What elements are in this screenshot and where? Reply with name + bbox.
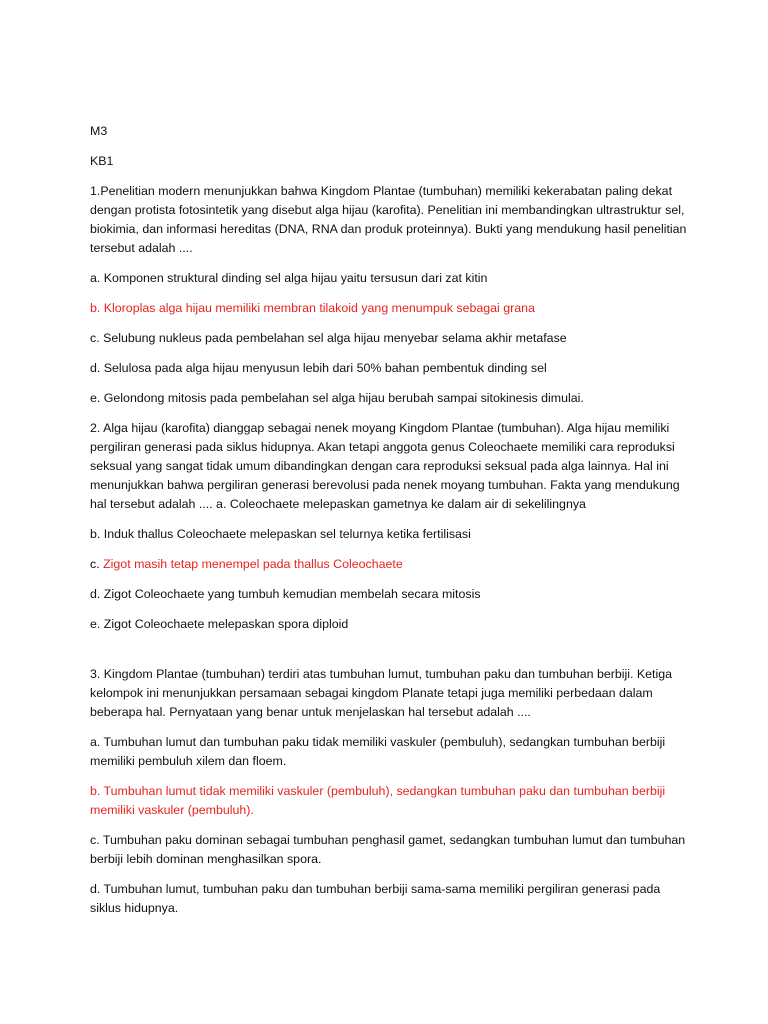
question-2-option-b: b. Induk thallus Coleochaete melepaskan sel telurnya ketika fertilisasi [90,527,471,541]
question-2-stem: 2. Alga hijau (karofita) dianggap sebagai nenek moyang Kingdom Plantae (tumbuhan). Alga hijau memiliki pergiliran generasi pada siklus hidupnya. Akan tetapi anggota genus Coleochaete memiliki cara reproduksi seksual yang sangat tidak umum dibandingkan dengan cara reproduksi seksual pada alga lainnya. Hal ini menunjukkan bahwa pergiliran generasi berevolusi pada nenek moyang tumbuhan. Fakta yang mendukung hal tersebut adalah .... a. Coleochaete melepaskan gametnya ke dalam air di sekelilingnya [90,421,680,511]
module-heading: M3 [90,124,108,138]
question-1-option-a: a. Komponen struktural dinding sel alga hijau yaitu tersusun dari zat kitin [90,271,488,285]
question-2-option-e: e. Zigot Coleochaete melepaskan spora diploid [90,617,349,631]
question-2-option-c-prefix: c. [90,557,104,571]
question-1-option-e: e. Gelondong mitosis pada pembelahan sel alga hijau berubah sampai sitokinesis dimulai. [90,391,584,405]
section-heading: KB1 [90,154,114,168]
question-2-option-c-text: Zigot masih tetap menempel pada thallus Coleochaete [103,557,403,571]
question-2-option-d: d. Zigot Coleochaete yang tumbuh kemudian membelah secara mitosis [90,587,481,601]
question-1-stem: 1.Penelitian modern menunjukkan bahwa Kingdom Plantae (tumbuhan) memiliki kekerabatan paling dekat dengan protista fotosintetik yang disebut alga hijau (karofita). Penelitian ini membandingkan ultrastruktur sel, biokimia, dan informasi hereditas (DNA, RNA dan produk proteinnya). Bukti yang mendukung hasil penelitian tersebut adalah .... [90,184,687,255]
question-1-option-b-answer: b. Kloroplas alga hijau memiliki membran tilakoid yang menumpuk sebagai grana [90,301,535,315]
question-3-option-b-answer: b. Tumbuhan lumut tidak memiliki vaskuler (pembuluh), sedangkan tumbuhan paku dan tumbuhan berbiji memiliki vaskuler (pembuluh). [90,784,666,817]
document-page [90,122,690,918]
question-3-stem: 3. Kingdom Plantae (tumbuhan) terdiri atas tumbuhan lumut, tumbuhan paku dan tumbuhan berbiji. Ketiga kelompok ini menunjukkan persamaan sebagai kingdom Planate tetapi juga memiliki perbedaan dalam beberapa hal. Pernyataan yang benar untuk menjelaskan hal tersebut adalah .... [90,667,673,719]
question-3-option-d: d. Tumbuhan lumut, tumbuhan paku dan tumbuhan berbiji sama-sama memiliki pergiliran generasi pada siklus hidupnya. [90,882,661,915]
question-1-option-d: d. Selulosa pada alga hijau menyusun lebih dari 50% bahan pembentuk dinding sel [90,361,547,375]
question-3-option-c: c. Tumbuhan paku dominan sebagai tumbuhan penghasil gamet, sedangkan tumbuhan lumut dan tumbuhan berbiji lebih dominan menghasilkan spora. [90,833,686,866]
question-3-option-a: a. Tumbuhan lumut dan tumbuhan paku tidak memiliki vaskuler (pembuluh), sedangkan tumbuhan berbiji memiliki pembuluh xilem dan floem. [90,735,666,768]
question-2-option-c-answer [90,555,690,574]
question-1-option-c: c. Selubung nukleus pada pembelahan sel alga hijau menyebar selama akhir metafase [90,331,567,345]
